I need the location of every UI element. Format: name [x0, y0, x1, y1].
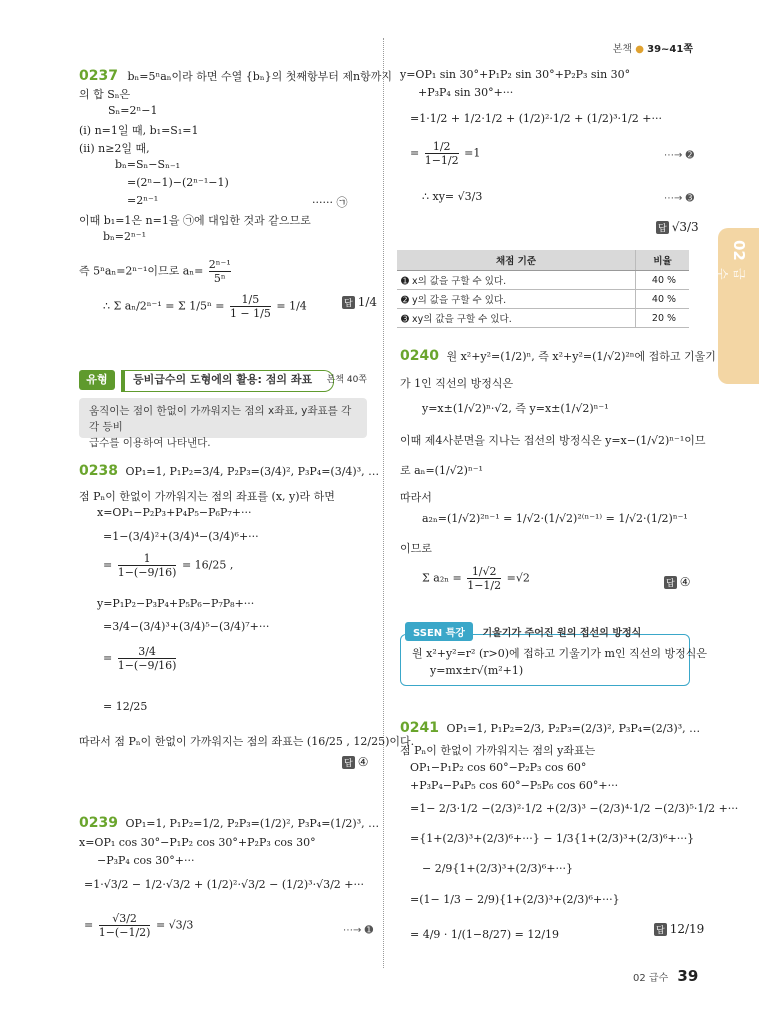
step-number: ➊ [364, 925, 373, 936]
text-line: 원 x²+y²=(1/2)ⁿ, 즉 x²+y²=(1/√2)²ⁿ에 접하고 기울기 [446, 350, 716, 363]
equation: x=OP₁−P₂P₃+P₄P₅−P₆P₇+··· [97, 506, 252, 519]
fraction [118, 645, 177, 672]
equation: OP₁−P₁P₂ cos 60°−P₂P₃ cos 60° [410, 761, 587, 774]
equation: bₙ=Sₙ−Sₙ₋₁ [115, 158, 181, 171]
equation: − 2/9{1+(2/3)³+(2/3)⁶+···} [422, 862, 573, 875]
question-number: 0241 [400, 720, 439, 736]
equation: =1·√3/2 − 1/2·√3/2 + (1/2)²·√3/2 − (1/2)³·√3/2 +··· [84, 878, 364, 891]
equation: = $\frac{1/2}{1-1/2}$ =1 [410, 140, 481, 167]
equation [79, 258, 233, 285]
text-line: 이때 제4사분면을 지나는 접선의 방정식은 y=x−(1/√2)ⁿ⁻¹이므 [400, 434, 706, 447]
equation: 로 aₙ=(1/√2)ⁿ⁻¹ [400, 464, 483, 477]
equation: +P₃P₄ sin 30°+··· [418, 86, 514, 99]
fraction [209, 258, 231, 285]
answer-icon: 답 [342, 756, 355, 769]
equation [422, 565, 530, 592]
table-header-row [397, 250, 689, 271]
page-header [613, 40, 693, 55]
denominator: 1−1/2 [467, 579, 502, 592]
column-header: 채점 기준 [397, 250, 636, 271]
type-tag: 유형 [79, 370, 115, 390]
text-line: 의 합 Sₙ은 [79, 88, 131, 101]
answer-q0241 [654, 922, 704, 936]
equation [103, 293, 307, 320]
step-marker-1: ⋯→ ➊ [343, 925, 373, 936]
answer-value: 12/19 [669, 922, 705, 936]
q0241-given [400, 720, 700, 736]
bullet-icon: ● [635, 44, 644, 55]
fraction [118, 552, 177, 579]
denominator: 5ⁿ [209, 271, 231, 285]
question-number: 0237 [79, 68, 118, 84]
equation: =2ⁿ⁻¹ [127, 194, 159, 207]
table-cell: ➌ xy의 값을 구할 수 있다. [397, 309, 636, 328]
fraction [230, 293, 271, 320]
denominator: 1−1/2 [424, 154, 459, 167]
equation: y=x±(1/√2)ⁿ·√2, 즉 y=x±(1/√2)ⁿ⁻¹ [422, 402, 609, 415]
question-number: 0238 [79, 463, 118, 479]
answer-q0237 [342, 295, 377, 309]
case-2: (ⅱ) n≥2일 때, [79, 142, 150, 155]
answer-icon: 답 [656, 221, 669, 234]
text-line: OP₁=1, P₁P₂=3/4, P₂P₃=(3/4)², P₃P₄=(3/4)³, … [125, 465, 380, 478]
book-label: 본책 [612, 44, 633, 55]
page-range: 39~41쪽 [647, 44, 693, 55]
equation: −P₃P₄ cos 30°+··· [97, 854, 195, 867]
step-marker-2: ⋯→ ➋ [664, 150, 694, 161]
fraction [99, 912, 151, 939]
ssen-tag: SSEN 특강 [405, 622, 473, 641]
text-line: OP₁=1, P₁P₂=1/2, P₂P₃=(1/2)², P₃P₄=(1/2)³, … [125, 817, 380, 830]
type-ref: 본책 40쪽 [326, 375, 367, 385]
answer-value: ④ [679, 575, 691, 589]
chapter-number: 02 [730, 240, 748, 261]
numerator: 3/4 [138, 645, 156, 658]
text-line: 따라서 점 Pₙ이 한없이 가까워지는 점의 좌표는 (16/25 , 12/25)이다. [79, 735, 415, 748]
text-line: 이때 b₁=1은 n=1을 ㉠에 대입한 것과 같으므로 [79, 214, 311, 227]
numerator: 2ⁿ⁻¹ [208, 258, 231, 271]
answer-value: √3/3 [671, 220, 699, 234]
answer-q0238 [342, 755, 368, 769]
footer-section: 02 급수 [633, 973, 669, 984]
table-cell: 40 % [636, 290, 690, 309]
table-row [397, 309, 689, 328]
equation: Sₙ=2ⁿ−1 [108, 104, 158, 117]
text-line: 즉 5ⁿaₙ=2ⁿ⁻¹이므로 aₙ= [79, 264, 204, 278]
text-line: ∴ Σ aₙ/2ⁿ⁻¹ = Σ 1/5ⁿ = [103, 299, 225, 313]
step-marker-3: ⋯→ ➌ [664, 193, 694, 204]
equation: =3/4−(3/4)³+(3/4)⁵−(3/4)⁷+··· [103, 620, 270, 633]
fraction [425, 140, 459, 167]
column-divider [383, 38, 384, 968]
equation: = $\frac{1}{1-(-9/16)}$ = 16/25 , [103, 552, 234, 579]
equation: = $\frac{3/4}{1-(-9/16)}$ [103, 645, 177, 672]
text-line: =1 [464, 146, 481, 160]
equation: y=P₁P₂−P₃P₄+P₅P₆−P₇P₈+··· [97, 597, 255, 610]
ssen-title: 기울기가 주어진 원의 접선의 방정식 [482, 628, 642, 639]
q0240-intro [400, 348, 716, 364]
equation: =1·1/2 + 1/2·1/2 + (1/2)²·1/2 + (1/2)³·1/2 +··· [410, 112, 662, 125]
step-number: ➋ [685, 150, 694, 161]
question-number: 0239 [79, 815, 118, 831]
equation: +P₃P₄−P₄P₅ cos 60°−P₅P₆ cos 60°+··· [410, 779, 619, 792]
q0239-given [79, 815, 379, 831]
page-footer [633, 967, 698, 985]
answer-value: 1/4 [357, 295, 378, 309]
text-line: =√2 [506, 571, 530, 585]
text-line: 점 Pₙ이 한없이 가까워지는 점의 y좌표는 [400, 744, 596, 757]
equation: y=OP₁ sin 30°+P₁P₂ sin 30°+P₂P₃ sin 30° [400, 68, 631, 81]
text-line: 따라서 [400, 491, 432, 504]
ssen-header [405, 622, 641, 641]
denominator: 1−(−1/2) [98, 926, 151, 939]
answer-value: ④ [357, 755, 369, 769]
text-line: = 1/4 [276, 299, 307, 313]
numerator: 1 [143, 552, 151, 565]
equation-mark: ······ ㉠ [312, 196, 348, 209]
equation: ={1+(2/3)³+(2/3)⁶+···} − 1/3{1+(2/3)³+(2/3)⁶+···} [410, 832, 695, 845]
q0237-intro [79, 68, 392, 84]
table-cell: ➊ x의 값을 구할 수 있다. [397, 271, 636, 290]
grading-table [397, 250, 689, 328]
question-number: 0240 [400, 348, 439, 364]
chapter-tab[interactable] [715, 228, 759, 384]
table-cell: 20 % [636, 309, 690, 328]
answer-icon: 답 [664, 576, 677, 589]
text-line: = √3/3 [155, 918, 194, 932]
column-header: 비율 [636, 250, 690, 271]
numerator: 1/√2 [471, 565, 497, 578]
table-row [397, 290, 689, 309]
answer-icon: 답 [342, 296, 355, 309]
equation: =1− 2/3·1/2 −(2/3)²·1/2 +(2/3)³ −(2/3)⁴·1/2 −(2/3)⁵·1/2 +··· [410, 802, 739, 815]
text-line: 점 Pₙ이 한없이 가까워지는 점의 좌표를 (x, y)라 하면 [79, 490, 335, 503]
text-line: 원 x²+y²=r² (r>0)에 접하고 기울기가 m인 직선의 방정식은 [412, 647, 707, 660]
equation: a₂ₙ=(1/√2)²ⁿ⁻¹ = 1/√2·(1/√2)²⁽ⁿ⁻¹⁾ = 1/√2·(1/2)ⁿ⁻¹ [422, 512, 688, 525]
text-line: 급수를 이용하여 나타낸다. [89, 437, 211, 449]
chapter-label: 급수 [715, 268, 746, 280]
text-line: bₙ=5ⁿaₙ이라 하면 수열 {bₙ}의 첫째항부터 제n항까지 [127, 70, 392, 83]
answer-q0240 [664, 575, 690, 589]
numerator: √3/2 [112, 912, 137, 925]
equation: = 12/25 [103, 700, 148, 713]
step-number: ➌ [685, 193, 694, 204]
q0238-given [79, 463, 379, 479]
fraction [467, 565, 501, 592]
case-1: (ⅰ) n=1일 때, b₁=S₁=1 [79, 124, 199, 137]
equation: x=OP₁ cos 30°−P₁P₂ cos 30°+P₂P₃ cos 30° [79, 836, 316, 849]
equation: y=mx±r√(m²+1) [430, 664, 524, 677]
page-number: 39 [677, 967, 699, 985]
equation: =(2ⁿ−1)−(2ⁿ⁻¹−1) [127, 176, 229, 189]
equation: =1−(3/4)²+(3/4)⁴−(3/4)⁶+··· [103, 530, 259, 543]
answer-icon: 답 [654, 923, 667, 936]
text-line: OP₁=1, P₁P₂=2/3, P₂P₃=(2/3)², P₃P₄=(2/3)³, … [446, 722, 701, 735]
text-line: 이므로 [400, 542, 432, 555]
type-title: 등비급수의 도형에의 활용: 점의 좌표 [121, 370, 334, 392]
type-header [79, 370, 367, 390]
equation: bₙ=2ⁿ⁻¹ [103, 230, 146, 243]
denominator: 1−(−9/16) [117, 659, 177, 672]
text-line: = 16/25 , [181, 558, 234, 572]
answer-q0239 [656, 220, 699, 234]
numerator: 1/5 [241, 293, 260, 306]
equation: =(1− 1/3 − 2/9){1+(2/3)³+(2/3)⁶+···} [410, 893, 620, 906]
text-line: 가 1인 직선의 방정식은 [400, 377, 514, 390]
equation: = $\frac{√3/2}{1-(-1/2)}$ = √3/3 [84, 912, 194, 939]
text-line: 움직이는 점이 한없이 가까워지는 점의 x좌표, y좌표를 각각 등비 [89, 405, 352, 433]
table-cell: ➋ y의 값을 구할 수 있다. [397, 290, 636, 309]
denominator: 1−(−9/16) [117, 566, 177, 579]
denominator: 1 − 1/5 [229, 307, 271, 320]
table-cell: 40 % [636, 271, 690, 290]
numerator: 1/2 [432, 140, 451, 153]
table-row [397, 271, 689, 290]
equation: ∴ xy= √3/3 [422, 190, 483, 203]
type-description [79, 398, 367, 449]
text-line: Σ a₂ₙ = [422, 571, 462, 585]
equation: = 4/9 · 1/(1−8/27) = 12/19 [410, 928, 560, 941]
